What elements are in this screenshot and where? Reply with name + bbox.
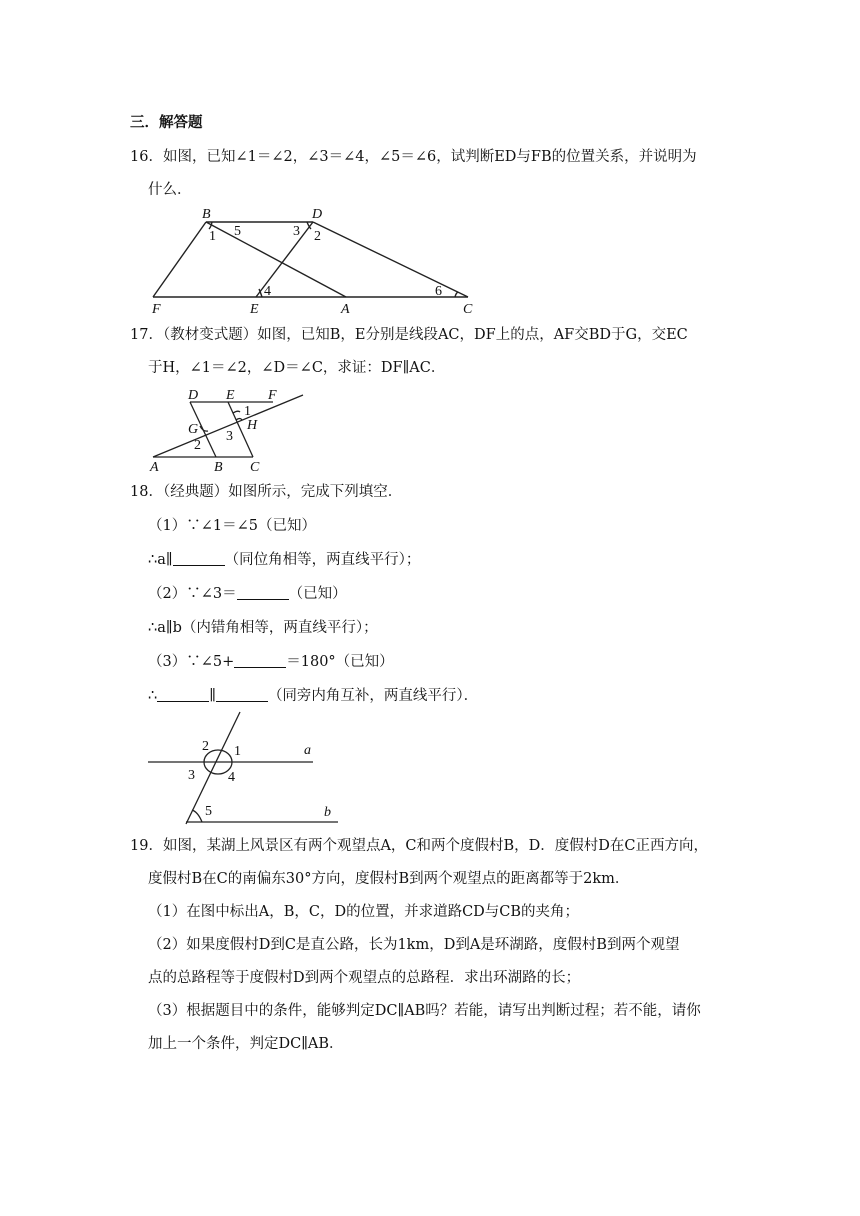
q18-step2-prefix: （2）∵∠3＝ [148,586,237,602]
q18-blank-5[interactable] [216,687,268,702]
q18-blank-4[interactable] [157,687,209,702]
q18-figure [148,712,348,827]
q16-label-D: D [312,207,323,222]
q19-part3-line2: 加上一个条件，判定DC∥AB． [148,1036,344,1052]
q18-angle-2: 2 [202,739,209,754]
q16-line-dc [313,222,468,297]
q17-label-C: C [250,460,260,475]
q18-angle-4: 4 [228,770,235,785]
q16-angle-1: 1 [209,229,216,244]
q19-part2-line2: 点的总路程等于度假村D到两个观望点的总路程．求出环湖路的长； [148,970,581,986]
q16-angle-3: 3 [293,224,300,239]
q16-angle-6: 6 [435,284,442,299]
q16-line-fb [153,222,206,297]
q18-step1-conclusion [148,550,420,570]
q18-label-b: b [324,805,331,820]
q17-angle-2: 2 [194,438,201,453]
q16-angle-2: 2 [314,229,321,244]
q19-text-line2: 度假村B在C的南偏东30°方向，度假村B到两个观望点的距离都等于2km． [148,871,630,887]
section-title: 三．解答题 [130,114,203,131]
q17-line-af [153,395,303,457]
q17-figure [148,385,288,475]
q17-angle-1: 1 [244,404,251,419]
q19-part3-line1: （3）根据题目中的条件，能够判定DC∥AB吗？若能，请写出判断过程；若不能，请你 [148,1003,701,1019]
q18-step1-conclusion-reason: （同位角相等，两直线平行）； [224,552,421,568]
q18-label-a: a [304,743,311,758]
q19-text-line1: 19．如图，某湖上风景区有两个观望点A，C和两个度假村B，D．度假村D在C正西方向， [130,838,709,854]
q18-angle-3: 3 [188,768,195,783]
q18-angle-1: 1 [234,744,241,759]
q16-line-ba [206,222,346,297]
q18-step3 [148,652,394,672]
q19-part2-line1: （2）如果度假村D到C是直公路，长为1km，D到A是环湖路，度假村B到两个观望 [148,937,680,953]
q18-parallel-symbol: ∥ [209,688,216,704]
q17-text-line2: 于H，∠1＝∠2，∠D＝∠C，求证：DF∥AC． [148,360,446,376]
q18-blank-2[interactable] [237,585,289,600]
q18-step3-reason: ＝180°（已知） [286,654,394,670]
q19-part1: （1）在图中标出A，B，C，D的位置，并求道路CD与CB的夹角； [148,904,580,920]
q18-step2 [148,584,347,604]
q17-label-F: F [268,388,277,403]
q17-label-E: E [226,388,235,403]
q16-text-line1: 16．如图，已知∠1＝∠2，∠3＝∠4，∠5＝∠6，试判断ED与FB的位置关系，并说明为 [130,149,697,165]
q18-step2-conclusion: ∴a∥b（内错角相等，两直线平行）； [148,620,378,636]
q16-label-E: E [250,302,259,317]
q16-label-A: A [341,302,350,317]
q18-angle-5: 5 [205,804,212,819]
q18-step1-conclusion-prefix: ∴a∥ [148,552,173,568]
q18-step1: （1）∵∠1＝∠5（已知） [148,518,316,534]
q18-step3-conclusion-reason: （同旁内角互补，两直线平行）． [267,688,479,704]
q16-text-line2: 什么． [148,182,192,198]
q17-label-H: H [247,418,258,433]
q17-label-G: G [188,422,199,437]
q18-intro: 18．（经典题）如图所示，完成下列填空． [130,484,403,500]
q18-step3-conclusion-prefix: ∴ [148,688,158,704]
q18-step3-prefix: （3）∵∠5+ [148,654,235,670]
q17-label-A: A [150,460,159,475]
q16-label-B: B [202,207,211,222]
q16-label-C: C [463,302,473,317]
q17-label-B: B [214,460,223,475]
q16-angle-5: 5 [234,224,241,239]
q18-blank-1[interactable] [173,551,225,566]
q17-label-D: D [188,388,199,403]
q18-step3-conclusion [148,686,478,706]
q16-label-F: F [152,302,161,317]
q17-angle-3: 3 [226,429,233,444]
q16-figure [148,205,478,315]
q16-angle-4: 4 [264,284,271,299]
q18-step2-reason: （已知） [288,586,347,602]
q18-blank-3[interactable] [234,653,286,668]
q17-text-line1: 17．（教材变式题）如图，已知B，E分别是线段AC，DF上的点，AF交BD于G，交EC [130,327,688,343]
